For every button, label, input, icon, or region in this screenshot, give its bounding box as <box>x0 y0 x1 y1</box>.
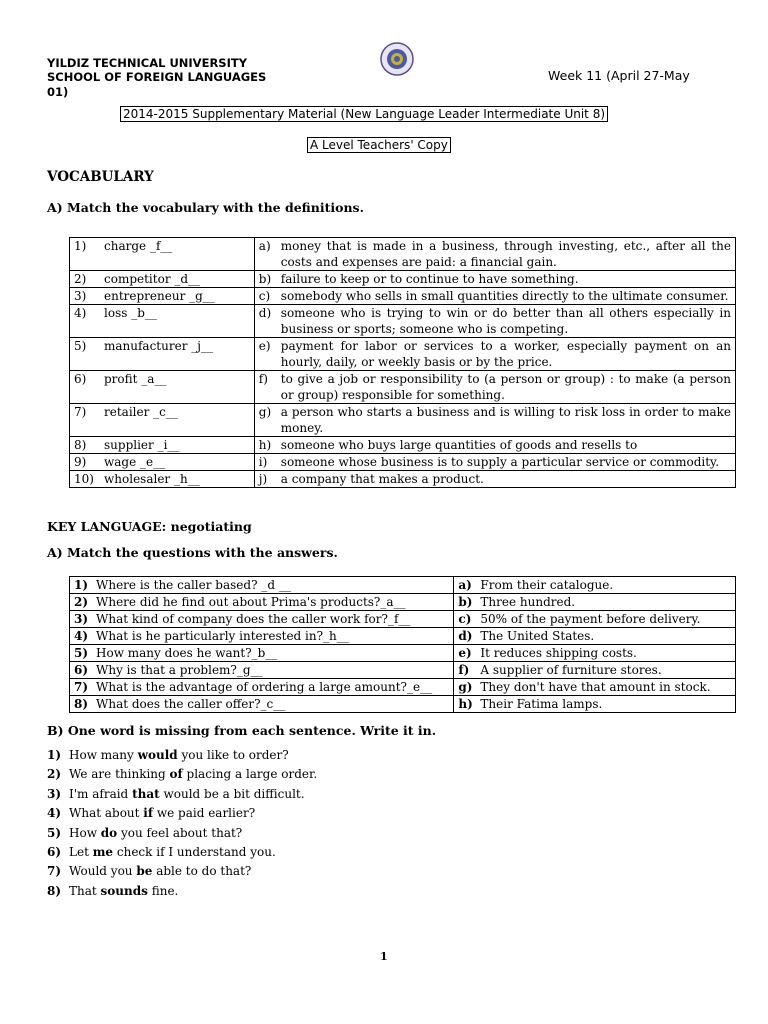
sentence-number: 4) <box>47 806 62 821</box>
definition-letter: i) <box>258 455 268 469</box>
key-language-instruction: A) Match the questions with the answers. <box>47 545 338 560</box>
definition-text: a company that makes a product. <box>280 472 484 486</box>
vocab-word: supplier _i__ <box>104 438 180 452</box>
vocab-word-cell <box>70 238 255 271</box>
vocab-row <box>70 454 736 471</box>
definition-text: to give a job or responsibility to (a person or group) : to make (a person or group) responsible for something. <box>280 372 731 402</box>
page-number: 1 <box>380 950 388 963</box>
question-row <box>70 662 736 679</box>
vocab-number: 1) <box>74 239 87 253</box>
answer-text: They don't have that amount in stock. <box>480 680 711 694</box>
sentence-pre: How <box>69 825 101 840</box>
sentence-item <box>47 843 317 862</box>
definition-text: someone who is trying to win or do better than all others especially in business or sports; someone who is competing. <box>280 306 731 336</box>
vocab-row <box>70 338 736 371</box>
sentence-post: you like to order? <box>177 748 289 762</box>
vocab-number: 10) <box>74 472 94 486</box>
answer-cell <box>454 662 736 679</box>
definition-text: someone who buys large quantities of goods and resells to <box>280 438 638 452</box>
sentence-item <box>47 804 317 823</box>
sentence-number: 2) <box>47 767 62 782</box>
sentence-item <box>47 785 317 804</box>
vocab-word-cell <box>70 305 255 338</box>
vocab-definition-cell <box>254 338 735 371</box>
question-number: 3) <box>74 612 89 626</box>
school-name: SCHOOL OF FOREIGN LANGUAGES <box>47 70 267 84</box>
material-title: 2014-2015 Supplementary Material (New Language Leader Intermediate Unit 8) <box>120 106 608 122</box>
question-text: What does the caller offer?_c__ <box>96 697 286 711</box>
sentence-pre: Let <box>69 845 93 860</box>
question-row <box>70 594 736 611</box>
answer-cell <box>454 679 736 696</box>
definition-letter: b) <box>258 272 272 286</box>
vocab-number: 2) <box>74 272 87 286</box>
vocab-word-cell <box>70 404 255 437</box>
sentence-number: 5) <box>47 825 62 840</box>
vocab-row <box>70 288 736 305</box>
sentence-list <box>47 746 317 901</box>
vocab-row <box>70 471 736 488</box>
sentence-item <box>47 862 317 881</box>
vocabulary-heading: VOCABULARY <box>47 169 154 185</box>
question-cell <box>70 611 454 628</box>
sentence-post: you feel about that? <box>117 825 243 840</box>
answer-text: It reduces shipping costs. <box>480 646 637 660</box>
missing-word: me <box>92 845 114 860</box>
vocabulary-table <box>69 237 736 488</box>
answer-letter: b) <box>458 595 473 609</box>
answer-text: From their catalogue. <box>480 578 614 592</box>
sentence-post: check if I understand you. <box>113 845 276 860</box>
question-number: 6) <box>74 663 89 677</box>
definition-text: failure to keep or to continue to have something. <box>280 272 579 286</box>
vocab-number: 7) <box>74 405 87 419</box>
answer-letter: c) <box>458 612 472 626</box>
sentence-post: fine. <box>147 883 179 898</box>
question-number: 2) <box>74 595 89 609</box>
sentence-post: able to do that? <box>152 864 252 879</box>
answer-cell <box>454 696 736 713</box>
answer-letter: g) <box>458 680 473 694</box>
sentence-number: 1) <box>47 748 62 762</box>
definition-text: somebody who sells in small quantities directly to the ultimate consumer. <box>280 289 729 303</box>
vocab-definition-cell <box>254 437 735 454</box>
question-row <box>70 679 736 696</box>
answer-cell <box>454 594 736 611</box>
answer-letter: d) <box>458 629 473 643</box>
question-number: 8) <box>74 697 89 711</box>
vocab-word-cell <box>70 371 255 404</box>
sentence-number: 3) <box>47 786 62 801</box>
vocab-row <box>70 305 736 338</box>
missing-word: do <box>100 825 118 840</box>
vocab-word: competitor _d__ <box>104 272 201 286</box>
sentence-pre: How many <box>69 748 138 762</box>
sentence-post: placing a large order. <box>182 767 318 782</box>
question-number: 5) <box>74 646 89 660</box>
question-cell <box>70 594 454 611</box>
definition-text: a person who starts a business and is willing to risk loss in order to make money. <box>280 405 731 435</box>
vocab-definition-cell <box>254 305 735 338</box>
question-text: How many does he want?_b__ <box>96 646 278 660</box>
definition-letter: h) <box>258 438 272 452</box>
vocab-word: manufacturer _j__ <box>104 339 213 353</box>
vocab-number: 3) <box>74 289 87 303</box>
question-row <box>70 696 736 713</box>
question-number: 1) <box>74 578 89 592</box>
answer-letter: a) <box>458 578 472 592</box>
question-cell <box>70 696 454 713</box>
university-name: YILDIZ TECHNICAL UNIVERSITY <box>47 56 248 70</box>
sentence-pre: That <box>69 883 101 898</box>
vocab-definition-cell <box>254 238 735 271</box>
sentence-post: would be a bit difficult. <box>159 786 305 801</box>
question-row <box>70 577 736 594</box>
vocab-word: wholesaler _h__ <box>104 472 200 486</box>
question-text: Where did he find out about Prima's products?_a__ <box>96 595 406 609</box>
answer-text: Three hundred. <box>480 595 576 609</box>
question-cell <box>70 577 454 594</box>
key-language-heading: KEY LANGUAGE: negotiating <box>47 519 252 534</box>
answer-cell <box>454 577 736 594</box>
answer-text: The United States. <box>480 629 595 643</box>
question-row <box>70 628 736 645</box>
vocab-word: loss _b__ <box>104 306 157 320</box>
answer-cell <box>454 628 736 645</box>
sentence-pre: Would you <box>69 864 137 879</box>
definition-letter: a) <box>258 239 271 253</box>
vocab-definition-cell <box>254 404 735 437</box>
week-continued: 01) <box>47 85 69 99</box>
vocab-row <box>70 271 736 288</box>
vocab-definition-cell <box>254 471 735 488</box>
question-text: Why is that a problem?_g__ <box>96 663 263 677</box>
copy-label: A Level Teachers' Copy <box>307 137 451 153</box>
answer-text: 50% of the payment before delivery. <box>480 612 701 626</box>
definition-text: money that is made in a business, through investing, etc., after all the costs and expenses are paid: a financial gain. <box>280 239 731 269</box>
question-cell <box>70 679 454 696</box>
vocab-number: 5) <box>74 339 87 353</box>
vocab-word: entrepreneur _g__ <box>104 289 215 303</box>
missing-word: sounds <box>100 883 148 898</box>
question-cell <box>70 662 454 679</box>
vocab-word-cell <box>70 471 255 488</box>
question-number: 7) <box>74 680 89 694</box>
answer-cell <box>454 645 736 662</box>
question-number: 4) <box>74 629 89 643</box>
vocabulary-instruction: A) Match the vocabulary with the definitions. <box>47 200 364 215</box>
missing-word: of <box>169 767 183 782</box>
definition-letter: c) <box>258 289 271 303</box>
vocab-word-cell <box>70 454 255 471</box>
sentence-post: we paid earlier? <box>153 806 256 821</box>
sentence-item <box>47 746 317 765</box>
vocab-row <box>70 238 736 271</box>
missing-word: would <box>137 748 178 762</box>
sentence-pre: I'm afraid <box>69 786 133 801</box>
vocab-word-cell <box>70 271 255 288</box>
question-text: Where is the caller based? _d __ <box>96 578 291 592</box>
vocab-definition-cell <box>254 288 735 305</box>
vocab-row <box>70 437 736 454</box>
vocab-word-cell <box>70 288 255 305</box>
university-logo-icon <box>380 42 414 76</box>
vocab-definition-cell <box>254 454 735 471</box>
sentence-pre: What about <box>69 806 144 821</box>
question-row <box>70 645 736 662</box>
questions-table <box>69 576 736 713</box>
definition-text: someone whose business is to supply a particular service or commodity. <box>280 455 720 469</box>
question-text: What kind of company does the caller work for?_f__ <box>96 612 411 626</box>
answer-letter: e) <box>458 646 472 660</box>
question-cell <box>70 645 454 662</box>
vocab-definition-cell <box>254 371 735 404</box>
definition-letter: g) <box>258 405 272 419</box>
question-cell <box>70 628 454 645</box>
vocab-number: 4) <box>74 306 87 320</box>
answer-letter: h) <box>458 697 473 711</box>
question-text: What is the advantage of ordering a large amount?_e__ <box>96 680 433 694</box>
definition-text: payment for labor or services to a worker, especially payment on an hourly, daily, or weekly basis or by the price. <box>280 339 731 369</box>
missing-word: if <box>143 806 154 821</box>
sentence-pre: We are thinking <box>69 767 170 782</box>
vocab-word: profit _a__ <box>104 372 167 386</box>
vocab-word: charge _f__ <box>104 239 173 253</box>
vocab-row <box>70 371 736 404</box>
missing-word: that <box>132 786 160 801</box>
vocab-definition-cell <box>254 271 735 288</box>
definition-letter: f) <box>258 372 268 386</box>
missing-word-instruction: B) One word is missing from each sentence. Write it in. <box>47 723 437 738</box>
vocab-row <box>70 404 736 437</box>
vocab-word-cell <box>70 437 255 454</box>
definition-letter: d) <box>258 306 272 320</box>
week-label: Week 11 (April 27-May <box>548 68 690 83</box>
vocab-word: retailer _c__ <box>104 405 178 419</box>
sentence-item <box>47 824 317 843</box>
sentence-number: 8) <box>47 883 62 898</box>
vocab-number: 8) <box>74 438 87 452</box>
sentence-number: 7) <box>47 864 62 879</box>
vocab-number: 9) <box>74 455 87 469</box>
answer-text: A supplier of furniture stores. <box>480 663 662 677</box>
missing-word: be <box>136 864 153 879</box>
answer-letter: f) <box>458 663 470 677</box>
definition-letter: e) <box>258 339 271 353</box>
question-row <box>70 611 736 628</box>
answer-text: Their Fatima lamps. <box>480 697 603 711</box>
sentence-number: 6) <box>47 845 62 860</box>
question-text: What is he particularly interested in?_h__ <box>96 629 349 643</box>
vocab-word-cell <box>70 338 255 371</box>
answer-cell <box>454 611 736 628</box>
vocab-word: wage _e__ <box>104 455 166 469</box>
definition-letter: j) <box>258 472 268 486</box>
sentence-item <box>47 765 317 784</box>
vocab-number: 6) <box>74 372 87 386</box>
sentence-item <box>47 882 317 901</box>
